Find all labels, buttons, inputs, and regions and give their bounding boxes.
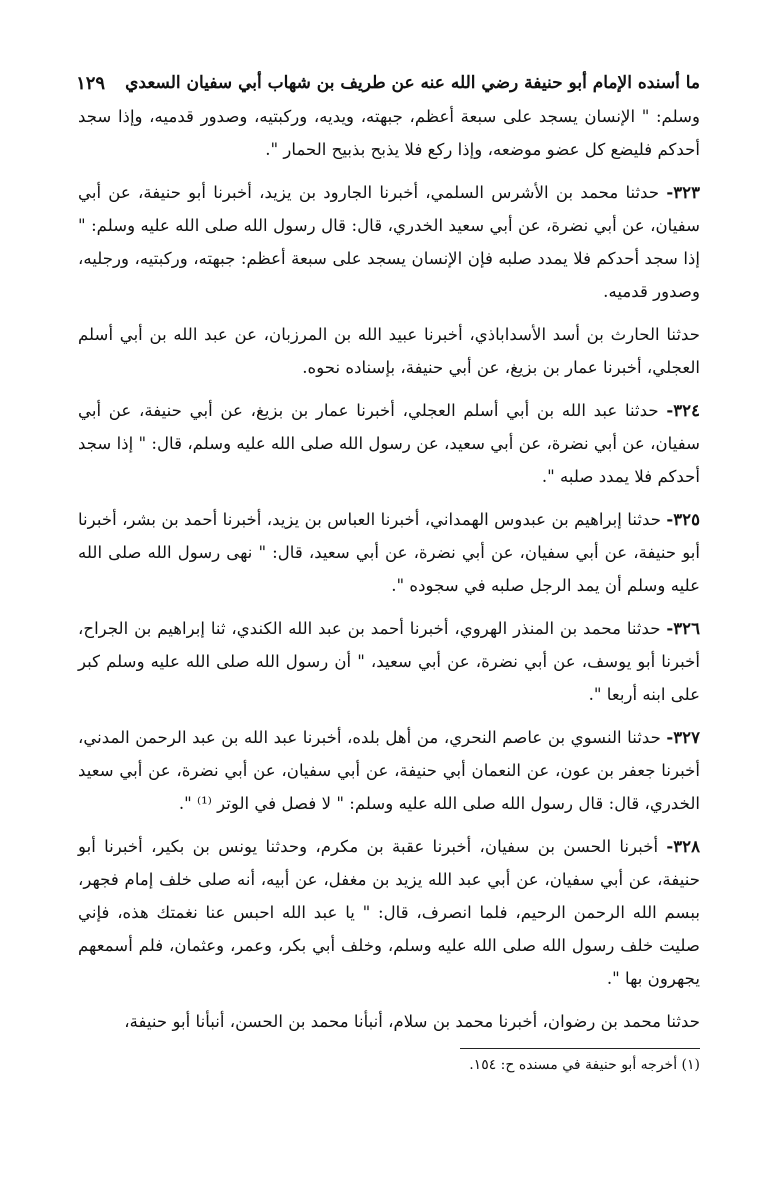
paragraph-text: حدثنا عبد الله بن أبي أسلم العجلي، أخبرنا عمار بن بزيغ، عن أبي حنيفة، عن أبي سفيان، عن أبي نضرة، عن أبي سعيد، عن رسول الله صلى الله عليه وسلم، قال: " إذا سجد أحدكم فلا يمدد صلبه ". — [78, 401, 700, 486]
paragraph-7 — [78, 830, 700, 995]
paragraph-6 — [78, 721, 700, 820]
paragraph-0 — [78, 100, 700, 166]
paragraph-text: حدثنا الحارث بن أسد الأسداباذي، أخبرنا عبيد الله بن المرزبان، عن عبد الله بن أبي أسلم العجلي، أخبرنا عمار بن بزيغ، عن أبي حنيفة، بإسناده نحوه. — [78, 325, 700, 377]
hadith-number: ٣٢٦- — [666, 618, 700, 638]
page-number: ١٢٩ — [76, 72, 106, 94]
page-body — [78, 66, 700, 1048]
footnote-rule — [460, 1048, 700, 1049]
paragraph-text: حدثنا إبراهيم بن عبدوس الهمداني، أخبرنا العباس بن يزيد، أخبرنا أحمد بن بشر، أخبرنا أبو حنيفة، عن أبي سفيان، عن أبي نضرة، عن أبي سعيد، قال: " نهى رسول الله صلى الله عليه وسلم أن يمد الرجل صلبه في سجوده ". — [78, 510, 700, 595]
paragraph-text: حدثنا محمد بن رضوان، أخبرنا محمد بن سلام، أنبأنا محمد بن الحسن، أنبأنا أبو حنيفة، — [124, 1012, 700, 1031]
footnote: (١) أخرجه أبو حنيفة في مسنده ح: ١٥٤. — [469, 1057, 700, 1073]
hadith-number: ٣٢٨- — [666, 836, 700, 856]
running-header — [78, 66, 700, 100]
header-title: ما أسنده الإمام أبو حنيفة رضي الله عنه عن طريف بن شهاب أبي سفيان السعدي — [125, 73, 700, 93]
paragraph-1 — [78, 176, 700, 308]
paragraph-text: وسلم: " الإنسان يسجد على سبعة أعظم، جبهته، ويديه، وركبتيه، وصدور قدميه، وإذا سجد أحدكم فليضع كل عضو موضعه، وإذا ركع فلا يذبح بذبيح الحمار ". — [78, 107, 700, 159]
paragraph-3 — [78, 394, 700, 493]
hadith-number: ٣٢٣- — [666, 182, 700, 202]
paragraph-8 — [78, 1005, 700, 1038]
paragraph-4 — [78, 503, 700, 602]
hadith-number: ٣٢٥- — [666, 509, 700, 529]
paragraph-text: حدثنا النسوي بن عاصم النحري، من أهل بلده، أخبرنا عبد الله بن عبد الرحمن المدني، أخبرنا جعفر بن عون، عن النعمان أبي حنيفة، عن أبي سفيان، عن أبي نضرة، عن أبي سعيد الخدري، قال: قال رسول الله صلى الله عليه وسلم: " لا فصل في الوتر ⁽¹⁾ ". — [78, 728, 700, 813]
paragraph-text: حدثنا محمد بن المنذر الهروي، أخبرنا أحمد بن عبد الله الكندي، ثنا إبراهيم بن الجراح، أخبرنا أبو يوسف، عن أبي نضرة، عن أبي سعيد، " أن رسول الله صلى الله عليه وسلم كبر على ابنه أربعا ". — [78, 619, 700, 704]
hadith-number: ٣٢٤- — [666, 400, 700, 420]
paragraph-text: حدثنا محمد بن الأشرس السلمي، أخبرنا الجارود بن يزيد، أخبرنا أبو حنيفة، عن أبي سفيان، عن أبي نضرة، عن أبي سعيد الخدري، قال: قال رسول الله صلى الله عليه وسلم: " إذا سجد أحدكم فلا يمدد صلبه فإن الإنسان يسجد على سبعة أعظم: جبهته، وركبتيه، ورجليه، وصدور قدميه. — [78, 183, 700, 301]
hadith-number: ٣٢٧- — [666, 727, 700, 747]
paragraph-5 — [78, 612, 700, 711]
paragraph-text: أخبرنا الحسن بن سفيان، أخبرنا عقبة بن مكرم، وحدثنا يونس بن بكير، أخبرنا أبو حنيفة، عن أبي سفيان، عن أبي عبد الله يزيد بن مغفل، عن أبيه، أنه صلى خلف إمام فجهر، ببسم الله الرحمن الرحيم، فلما انصرف، قال: " يا عبد الله احبس عنا نغمتك هذه، فإني صليت خلف رسول الله صلى الله عليه وسلم، وخلف أبي بكر، وعمر، وعثمان، فلم أسمعهم يجهرون بها ". — [78, 837, 700, 988]
paragraph-2 — [78, 318, 700, 384]
